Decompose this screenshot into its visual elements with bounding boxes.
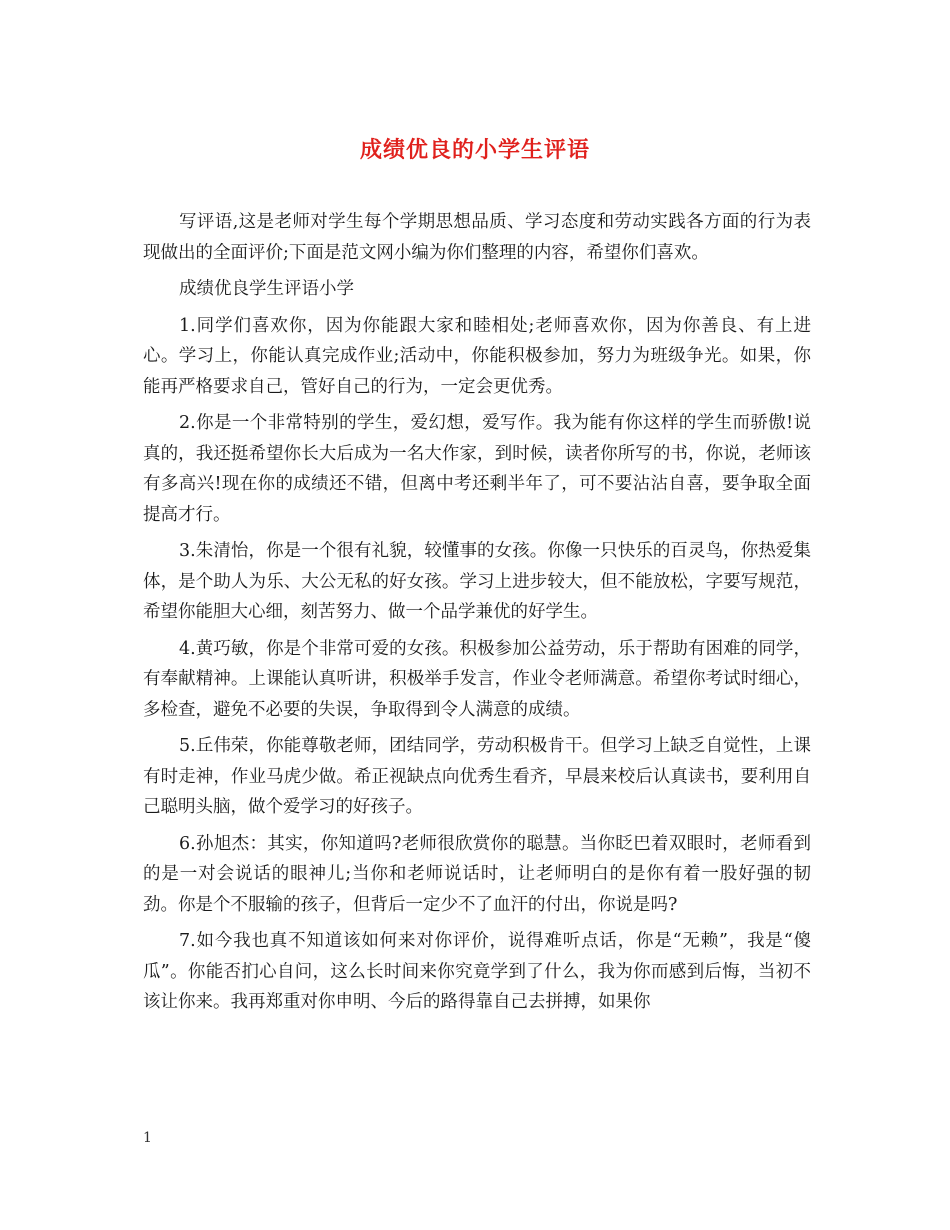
paragraph-intro: 写评语,这是老师对学生每个学期思想品质、学习态度和劳动实践各方面的行为表现做出的全面评价;下面是范文网小编为你们整理的内容，希望你们喜欢。 [143,212,811,263]
paragraph-comment-6: 6.孙旭杰：其实，你知道吗?老师很欣赏你的聪慧。当你眨巴着双眼时，老师看到的是一对会说话的眼神儿;当你和老师说话时，让老师明白的是你有着一股好强的韧劲。你是个不服输的孩子，但背后一定少不了血汗的付出，你说是吗? [143,833,811,915]
paragraph-comment-3: 3.朱清怡，你是一个很有礼貌，较懂事的女孩。你像一只快乐的百灵鸟，你热爱集体，是个助人为乐、大公无私的好女孩。学习上进步较大，但不能放松，字要写规范，希望你能胆大心细，刻苦努力、做一个品学兼优的好学生。 [143,541,811,622]
paragraph-comment-1: 1.同学们喜欢你，因为你能跟大家和睦相处;老师喜欢你，因为你善良、有上进心。学习上，你能认真完成作业;活动中，你能积极参加，努力为班级争光。如果，你能再严格要求自己，管好自己的行为，一定会更优秀。 [143,315,811,397]
paragraph-subheading: 成绩优良学生评语小学 [179,279,354,299]
paragraph-comment-2: 2.你是一个非常特别的学生，爱幻想，爱写作。我为能有你这样的学生而骄傲!说真的，我还挺希望你长大后成为一名大作家，到时候，读者你所写的书，你说，老师该有多高兴!现在你的成绩还不错，但离中考还剩半年了，可不要沾沾自喜，要争取全面提高才行。 [143,413,811,525]
document-body [143,207,811,1018]
page-number: 1 [143,1130,152,1146]
document-title: 成绩优良的小学生评语 [359,137,590,163]
paragraph-comment-7: 7.如今我也真不知道该如何来对你评价，说得难听点话，你是“无赖”，我是“傻瓜”。你能否扪心自问，这么长时间来你究竟学到了什么，我为你而感到后悔，当初不该让你来。我再郑重对你申明、今后的路得靠自己去拼搏，如果你 [143,931,811,1012]
paragraph-comment-5: 5.丘伟荣，你能尊敬老师，团结同学，劳动积极肯干。但学习上缺乏自觉性，上课有时走神，作业马虎少做。希正视缺点向优秀生看齐，早晨来校后认真读书，要利用自己聪明头脑，做个爱学习的好孩子。 [143,736,811,817]
paragraph-comment-4: 4.黄巧敏，你是个非常可爱的女孩。积极参加公益劳动，乐于帮助有困难的同学，有奉献精神。上课能认真听讲，积极举手发言，作业令老师满意。希望你考试时细心，多检查，避免不必要的失误，争取得到令人满意的成绩。 [143,638,811,720]
